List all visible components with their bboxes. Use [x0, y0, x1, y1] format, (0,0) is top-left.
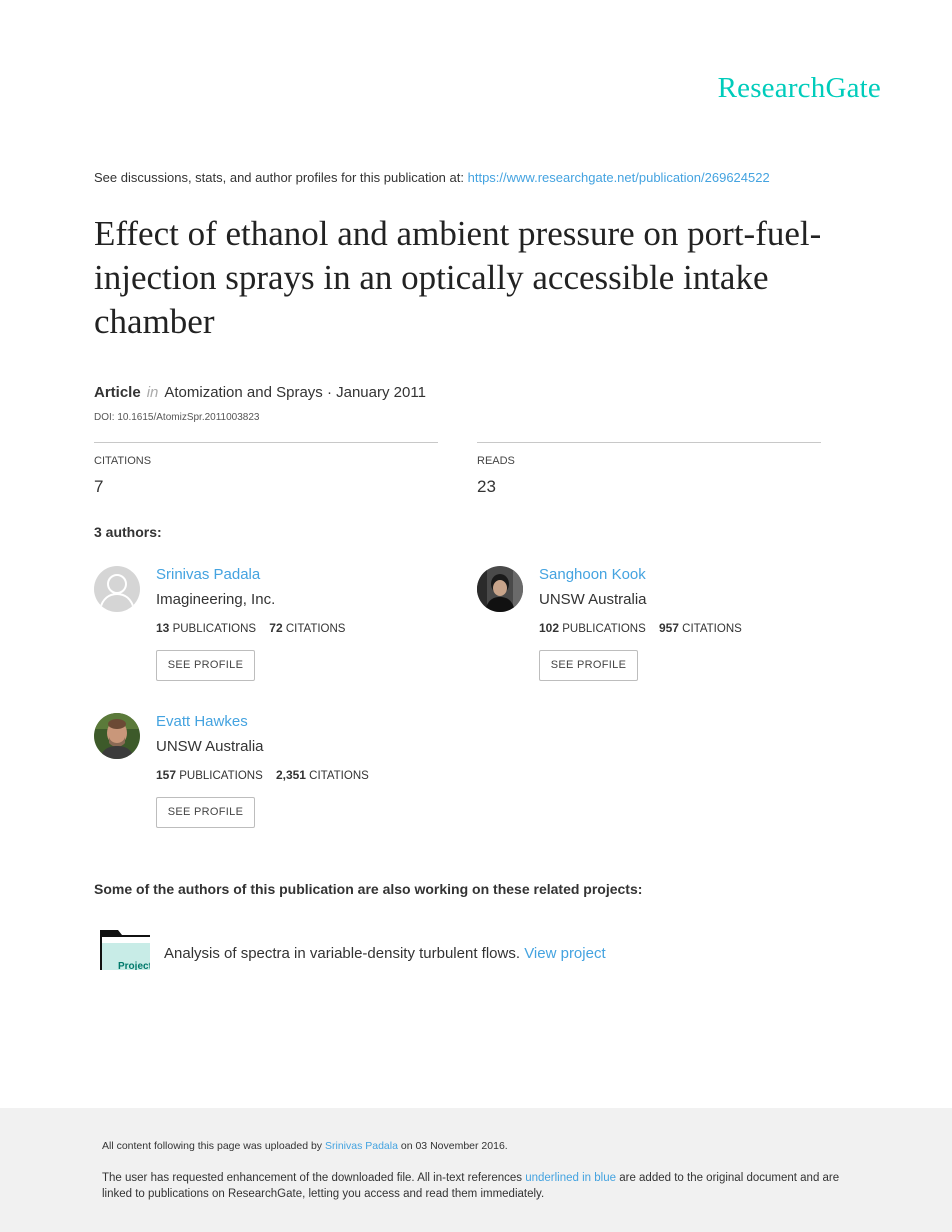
publications-count: 157	[156, 768, 177, 782]
authors-heading: 3 authors:	[94, 524, 162, 540]
citations-label: CITATIONS	[682, 623, 742, 635]
citations-divider	[94, 442, 438, 443]
publications-count: 13	[156, 621, 170, 635]
project-folder-icon	[100, 930, 150, 970]
reads-value: 23	[477, 477, 496, 496]
citations-value: 7	[94, 477, 104, 496]
avatar-photo[interactable]	[477, 566, 523, 612]
author-stats	[156, 768, 369, 782]
author-card	[477, 566, 817, 696]
project-title: Analysis of spectra in variable-density turbulent flows.	[164, 945, 521, 962]
citations-label: CITATIONS	[285, 623, 346, 635]
discussions-prefix: See discussions, stats, and author profiles for this publication at:	[94, 170, 464, 185]
note-part-b: are added to the original document and are linked to publications on ResearchGate, letting you access and read them immediately.	[102, 1172, 840, 1200]
upload-info	[102, 1140, 508, 1152]
publications-label: PUBLICATIONS	[179, 770, 263, 782]
publication-url-link[interactable]: https://www.researchgate.net/publication/269624522	[467, 170, 770, 185]
researchgate-logo[interactable]: ResearchGate	[717, 72, 881, 104]
publication-type: Article	[94, 384, 141, 401]
see-profile-button[interactable]: SEE PROFILE	[539, 650, 638, 681]
author-card	[94, 566, 434, 696]
publication-title: Effect of ethanol and ambient pressure on port-fuel-injection sprays in an optically accessible intake chamber	[94, 214, 822, 341]
doi: DOI: 10.1615/AtomizSpr.2011003823	[94, 412, 260, 423]
citations-count: 72	[269, 621, 283, 635]
author-stats	[539, 621, 742, 635]
note-part-a: The user has requested enhancement of the downloaded file. All in-text references	[102, 1172, 523, 1184]
view-project-link[interactable]: View project	[524, 945, 606, 962]
project-item	[164, 945, 606, 962]
project-icon-label: Project	[118, 961, 150, 970]
projects-heading: Some of the authors of this publication are also working on these related projects:	[94, 881, 643, 897]
citations-count: 2,351	[275, 768, 306, 782]
uploader-link[interactable]: Srinivas Padala	[324, 1140, 398, 1152]
reads-label: READS	[477, 455, 515, 467]
publication-meta	[94, 384, 426, 401]
author-card	[94, 713, 434, 843]
avatar-photo[interactable]	[94, 713, 140, 759]
citations-count: 957	[658, 621, 679, 635]
upload-suffix: on 03 November 2016.	[400, 1140, 508, 1152]
publications-label: PUBLICATIONS	[172, 623, 257, 635]
author-name-link[interactable]: Evatt Hawkes	[156, 713, 248, 730]
upload-prefix: All content following this page was uploaded by	[102, 1140, 323, 1152]
enhancement-note	[102, 1170, 842, 1202]
avatar-placeholder-icon[interactable]	[94, 566, 140, 612]
see-profile-button[interactable]: SEE PROFILE	[156, 650, 255, 681]
author-name-link[interactable]: Sanghoon Kook	[539, 566, 646, 583]
author-name-link[interactable]: Srinivas Padala	[156, 566, 261, 583]
in-word: in	[146, 384, 159, 401]
author-institution: UNSW Australia	[539, 591, 647, 608]
citations-label: CITATIONS	[94, 455, 152, 467]
publications-label: PUBLICATIONS	[562, 623, 646, 635]
reads-divider	[477, 442, 821, 443]
author-institution: Imagineering, Inc.	[156, 591, 276, 608]
venue-date: Atomization and Sprays · January 2011	[164, 384, 426, 401]
underlined-link-text: underlined in blue	[525, 1172, 617, 1184]
author-stats	[156, 621, 345, 635]
author-institution: UNSW Australia	[156, 738, 264, 755]
see-profile-button[interactable]: SEE PROFILE	[156, 797, 255, 828]
citations-label: CITATIONS	[309, 770, 369, 782]
discussions-line	[94, 170, 770, 185]
publications-count: 102	[539, 621, 560, 635]
